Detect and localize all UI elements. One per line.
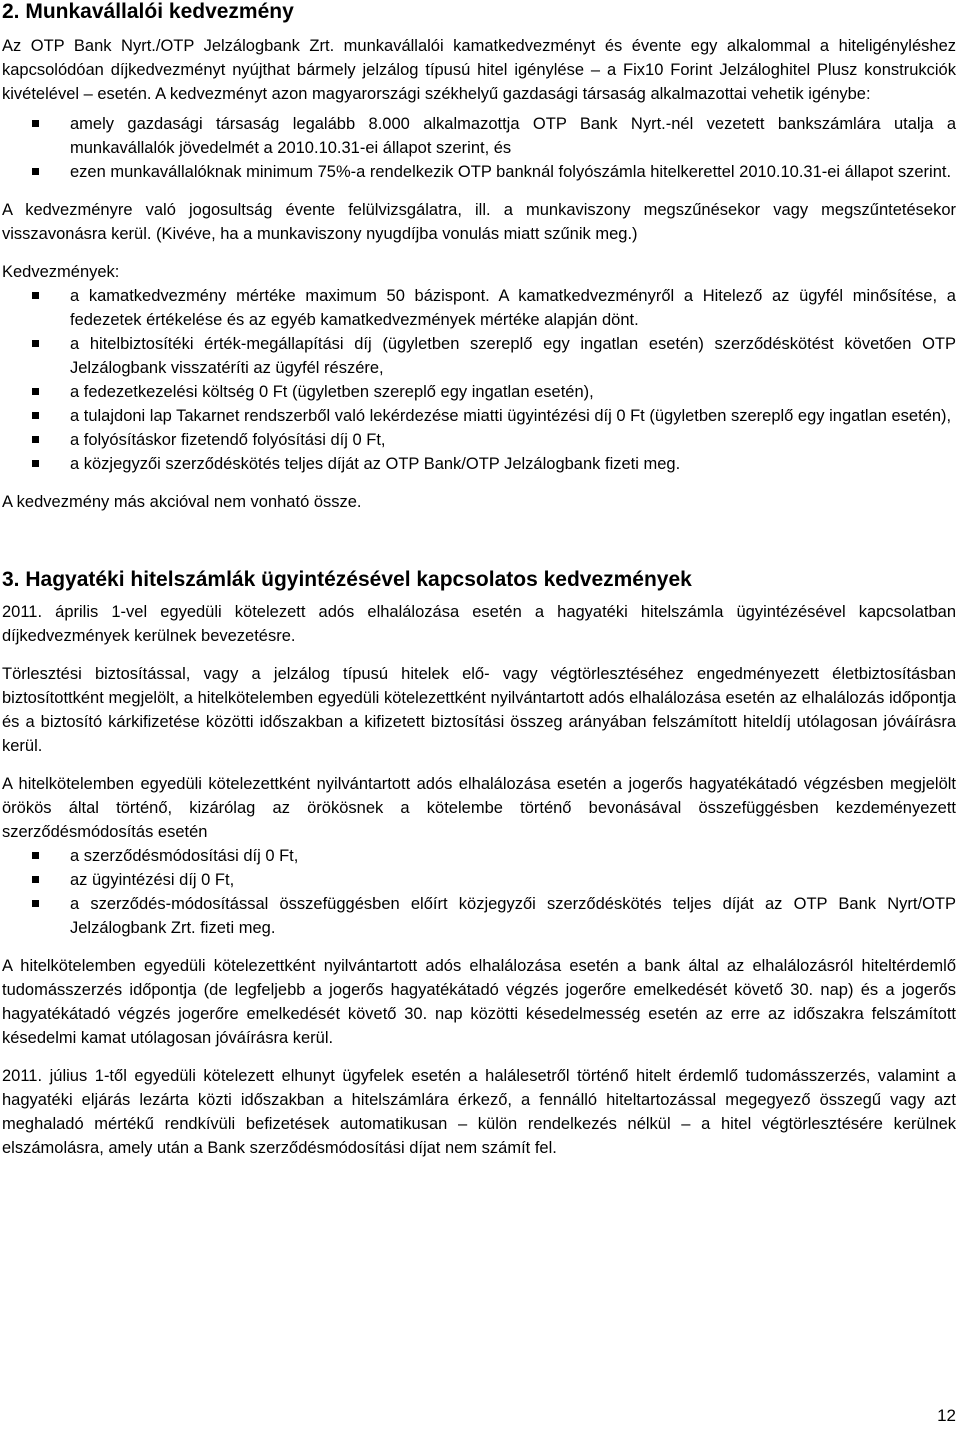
section-3-paragraph-1: 2011. április 1-vel egyedüli kötelezett adós elhalálozása esetén a hagyatéki hitelszámla ügyintézésével kapcsolatban díjkedvezmények kerülnek bevezetésre. xyxy=(2,603,956,645)
list-item: a fedezetkezelési költség 0 Ft (ügyletben szereplő egy ingatlan esetén), xyxy=(2,380,956,404)
benefits-label: Kedvezmények: xyxy=(2,263,120,281)
section-3-paragraph-3: A hitelkötelemben egyedüli kötelezettként nyilvántartott adós elhalálozása esetén a jogerős hagyatékátadó végzésben megjelölt örökös által történő, kizárólag az örökösnek a kötelembe történő bevonásával összefüggésben kezdeményezett szerződésmódosítás esetén xyxy=(2,775,956,841)
square-bullet-icon xyxy=(32,460,39,467)
list-item: a szerződésmódosítási díj 0 Ft, xyxy=(2,844,956,868)
list-item: a folyósításkor fizetendő folyósítási díj 0 Ft, xyxy=(2,428,956,452)
square-bullet-icon xyxy=(32,412,39,419)
conditions-list xyxy=(2,112,956,184)
square-bullet-icon xyxy=(32,852,39,859)
list-item: az ügyintézési díj 0 Ft, xyxy=(2,868,956,892)
fees-list xyxy=(2,844,956,940)
eligibility-paragraph: A kedvezményre való jogosultság évente felülvizsgálatra, ill. a munkaviszony megszűnésekor vagy megszűntetésekor visszavonásra kerül. (Kivéve, ha a munkaviszony nyugdíjba vonulás miatt szűnik meg.) xyxy=(2,201,956,243)
square-bullet-icon xyxy=(32,168,39,175)
list-item: amely gazdasági társaság legalább 8.000 alkalmazottja OTP Bank Nyrt.-nél vezetett bankszámlára utalja a munkavállalók jövedelmét a 2010.10.31-ei állapot szerint, és xyxy=(2,112,956,160)
benefits-list xyxy=(2,284,956,476)
list-item: a közjegyzői szerződéskötés teljes díját az OTP Bank/OTP Jelzálogbank fizeti meg. xyxy=(2,452,956,476)
square-bullet-icon xyxy=(32,120,39,127)
section-3-heading: 3. Hagyatéki hitelszámlák ügyintézésével kapcsolatos kedvezmények xyxy=(2,568,692,591)
section-2-closing: A kedvezmény más akcióval nem vonható össze. xyxy=(2,493,362,511)
section-3-paragraph-2: Törlesztési biztosítással, vagy a jelzálog típusú hitelek elő- vagy végtörlesztéséhez engedményezett életbiztosításban biztosítottként megjelölt, a hitelkötelemben egyedüli kötelezettként nyilvántartott adós elhalálozása esetén az elhalálozás időpontja és a biztosító kárkifizetése közötti időszakban a kifizetett biztosítási összeg arányában felszámított hiteldíj utólagosan jóváírásra kerül. xyxy=(2,665,956,755)
section-2-heading: 2. Munkavállalói kedvezmény xyxy=(2,0,294,23)
list-item: a szerződés-módosítással összefüggésben előírt közjegyzői szerződéskötés teljes díját az OTP Bank Nyrt/OTP Jelzálogbank Zrt. fizeti meg. xyxy=(2,892,956,940)
square-bullet-icon xyxy=(32,876,39,883)
square-bullet-icon xyxy=(32,900,39,907)
square-bullet-icon xyxy=(32,292,39,299)
list-item: a hitelbiztosítéki érték-megállapítási díj (ügyletben szereplő egy ingatlan esetén) szerződéskötést követően OTP Jelzálogbank visszatéríti az ügyfél részére, xyxy=(2,332,956,380)
list-item: a kamatkedvezmény mértéke maximum 50 bázispont. A kamatkedvezményről a Hitelező az ügyfél minősítése, a fedezetek értékelése és az egyéb kamatkedvezmények mértéke alapján dönt. xyxy=(2,284,956,332)
page-number: 12 xyxy=(937,1406,956,1425)
list-item: a tulajdoni lap Takarnet rendszerből való lekérdezése miatti ügyintézési díj 0 Ft (ügyletben szereplő egy ingatlan esetén), xyxy=(2,404,956,428)
list-item: ezen munkavállalóknak minimum 75%-a rendelkezik OTP banknál folyószámla hitelkerettel 2010.10.31-ei állapot szerint. xyxy=(2,160,956,184)
square-bullet-icon xyxy=(32,388,39,395)
section-3-paragraph-4: A hitelkötelemben egyedüli kötelezettként nyilvántartott adós elhalálozása esetén a bank által az elhalálozásról hiteltérdemlő tudomásszerzés időpontja (de legfeljebb a jogerős hagyatékátadó végzés jogerőre emelkedését követő 30. nap) és a jogerős hagyatékátadó végzés jogerőre emelkedését követő 30. nap közötti késedelmesség esetén az erre az időszakra felszámított késedelmi kamat utólagosan jóváírásra kerül. xyxy=(2,957,956,1047)
square-bullet-icon xyxy=(32,340,39,347)
square-bullet-icon xyxy=(32,436,39,443)
section-3-paragraph-5: 2011. július 1-től egyedüli kötelezett elhunyt ügyfelek esetén a halálesetről történő hitelt érdemlő tudomásszerzés, valamint a hagyatéki eljárás lezárta közti időszakban a hitelszámlára érkező, a fennálló hiteltartozással megegyező összegű vagy azt meghaladó mértékű rendkívüli befizetések automatikusan – külön rendelkezés nélkül – a hitel végtörlesztésére kerülnek elszámolásra, amely után a Bank szerződésmódosítási díjat nem számít fel. xyxy=(2,1067,956,1157)
document-page xyxy=(2,0,956,1160)
section-2-intro: Az OTP Bank Nyrt./OTP Jelzálogbank Zrt. munkavállalói kamatkedvezményt és évente egy alkalommal a hiteligényléshez kapcsolódóan díjkedvezményt nyújthat bármely jelzálog típusú hitel igénylése – a Fix10 Forint Jelzáloghitel Plusz konstrukciók kivételével – esetén. A kedvezményt azon magyarországi székhelyű gazdasági társaság alkalmazottai vehetik igénybe: xyxy=(2,37,956,103)
